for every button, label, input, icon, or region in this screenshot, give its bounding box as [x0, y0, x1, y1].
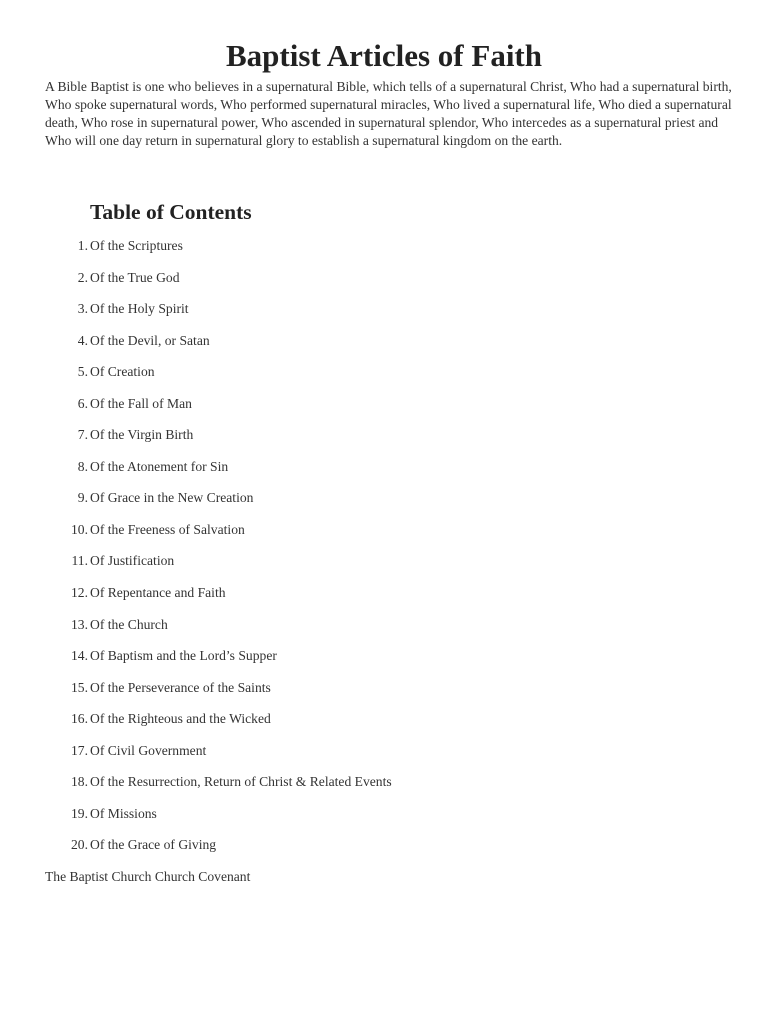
toc-number: 9.	[77, 490, 88, 506]
toc-item-4[interactable]	[0, 332, 768, 364]
toc-number: 5.	[77, 364, 88, 380]
toc-number: 14.	[71, 648, 88, 664]
toc-number: 12.	[71, 585, 88, 601]
toc-item-6[interactable]	[0, 395, 768, 427]
toc-number: 15.	[71, 679, 88, 695]
toc-number: 1.	[77, 238, 88, 253]
toc-label[interactable]: Of Repentance and Faith	[90, 585, 226, 601]
toc-item-3[interactable]	[0, 300, 768, 332]
toc-number: 7.	[77, 427, 88, 443]
toc-item-2[interactable]	[0, 269, 768, 301]
toc-label[interactable]: Of the Righteous and the Wicked	[90, 711, 271, 727]
toc-number: 4.	[77, 332, 88, 348]
toc-label[interactable]: Of the Perseverance of the Saints	[90, 679, 271, 695]
toc-item-14[interactable]	[0, 647, 768, 679]
toc-label[interactable]: Of Missions	[90, 805, 157, 821]
toc-number: 17.	[71, 742, 88, 758]
church-covenant-link[interactable]: The Baptist Church Church Covenant	[45, 869, 251, 884]
toc-number: 2.	[77, 269, 88, 285]
toc-label[interactable]: Of the Atonement for Sin	[90, 458, 229, 474]
toc-heading: Table of Contents	[90, 200, 252, 224]
toc-item-13[interactable]	[0, 616, 768, 648]
toc-number: 18.	[71, 774, 88, 790]
toc-label[interactable]: Of Creation	[90, 364, 155, 380]
toc-number: 3.	[77, 301, 88, 317]
toc-item-15[interactable]	[0, 679, 768, 711]
toc-list	[0, 237, 768, 868]
toc-item-10[interactable]	[0, 521, 768, 553]
toc-label[interactable]: Of the Holy Spirit	[90, 301, 189, 317]
toc-item-16[interactable]	[0, 710, 768, 742]
toc-number: 11.	[71, 553, 88, 569]
toc-item-8[interactable]	[0, 458, 768, 490]
toc-item-20[interactable]	[0, 836, 768, 868]
toc-number: 6.	[77, 395, 88, 411]
toc-item-7[interactable]	[0, 426, 768, 458]
toc-label[interactable]: Of the Resurrection, Return of Christ & Related Events	[90, 774, 392, 790]
toc-label[interactable]: Of the Grace of Giving	[90, 837, 217, 853]
toc-label[interactable]: Of the Devil, or Satan	[90, 332, 210, 348]
toc-item-9[interactable]	[0, 489, 768, 521]
toc-number: 16.	[71, 711, 88, 727]
toc-label[interactable]: Of the True God	[90, 269, 180, 285]
toc-label[interactable]: Of Justification	[90, 553, 175, 569]
toc-item-12[interactable]	[0, 584, 768, 616]
toc-number: 10.	[71, 521, 88, 537]
toc-label[interactable]: Of the Church	[90, 616, 168, 632]
toc-number: 13.	[71, 616, 88, 632]
toc-item-11[interactable]	[0, 552, 768, 584]
toc-item-17[interactable]	[0, 742, 768, 774]
toc-item-18[interactable]	[0, 773, 768, 805]
toc-item-19[interactable]	[0, 805, 768, 837]
toc-label[interactable]: Of the Virgin Birth	[90, 427, 194, 443]
toc-item-1[interactable]	[0, 237, 768, 269]
toc-label[interactable]: Of the Freeness of Salvation	[90, 521, 245, 537]
toc-number: 20.	[71, 837, 88, 853]
toc-label[interactable]: Of the Scriptures	[90, 238, 183, 253]
toc-number: 8.	[77, 458, 88, 474]
toc-label[interactable]: Of the Fall of Man	[90, 395, 192, 411]
intro-paragraph: A Bible Baptist is one who believes in a supernatural Bible, which tells of a supernatural Christ, Who had a supernatural birth, Who spoke supernatural words, Who performed supernatural miracles, Who lived a supernatural life, Who died a supernatural death, Who rose in supernatural power, Who ascended in supernatural splendor, Who intercedes as a supernatural priest and Who will one day return in supernatural glory to establish a supernatural kingdom on the earth.	[45, 79, 732, 148]
toc-label[interactable]: Of Baptism and the Lord’s Supper	[90, 648, 277, 664]
toc-number: 19.	[71, 805, 88, 821]
page-title: Baptist Articles of Faith	[226, 38, 542, 73]
toc-label[interactable]: Of Civil Government	[90, 742, 207, 758]
toc-label[interactable]: Of Grace in the New Creation	[90, 490, 254, 506]
toc-item-5[interactable]	[0, 363, 768, 395]
